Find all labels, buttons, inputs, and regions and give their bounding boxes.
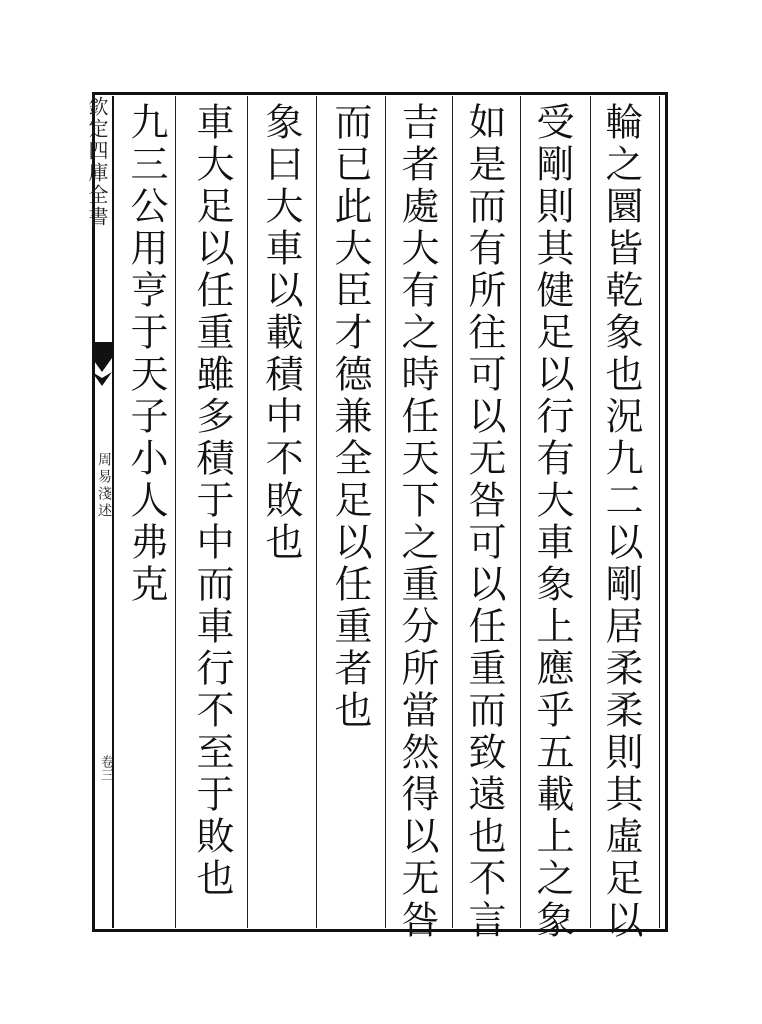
text-column-7: 車大足以任重雖多積于中而車行不至于敗也 [190, 102, 234, 900]
text-column-8: 九三公用亨于天子小人弗克 [124, 102, 168, 606]
column-rule [385, 96, 386, 928]
column-rule [175, 96, 176, 928]
text-column-4: 吉者處大有之時任天下之重分所當然得以无咎 [395, 102, 439, 942]
collection-title: 欽定四庫全書 [85, 96, 109, 228]
column-rule [452, 96, 453, 928]
column-rule [316, 96, 317, 928]
column-rule [590, 96, 591, 928]
text-column-1: 輪之圜皆乾象也況九二以剛居柔柔則其虛足以 [599, 102, 643, 942]
text-column-6: 象曰大車以載積中不敗也 [259, 102, 303, 564]
fish-tail-icon [92, 342, 112, 386]
text-column-2: 受剛則其健足以行有大車象上應乎五載上之象 [530, 102, 574, 942]
book-title: 周易淺述 [96, 452, 112, 520]
text-column-3: 如是而有所往可以无咎可以任重而致遠也不言 [462, 102, 506, 942]
column-rule [520, 96, 521, 928]
folio-label: 卷三 [98, 755, 113, 781]
column-rule [247, 96, 248, 928]
text-column-5: 而已此大臣才德兼全足以任重者也 [328, 102, 372, 732]
